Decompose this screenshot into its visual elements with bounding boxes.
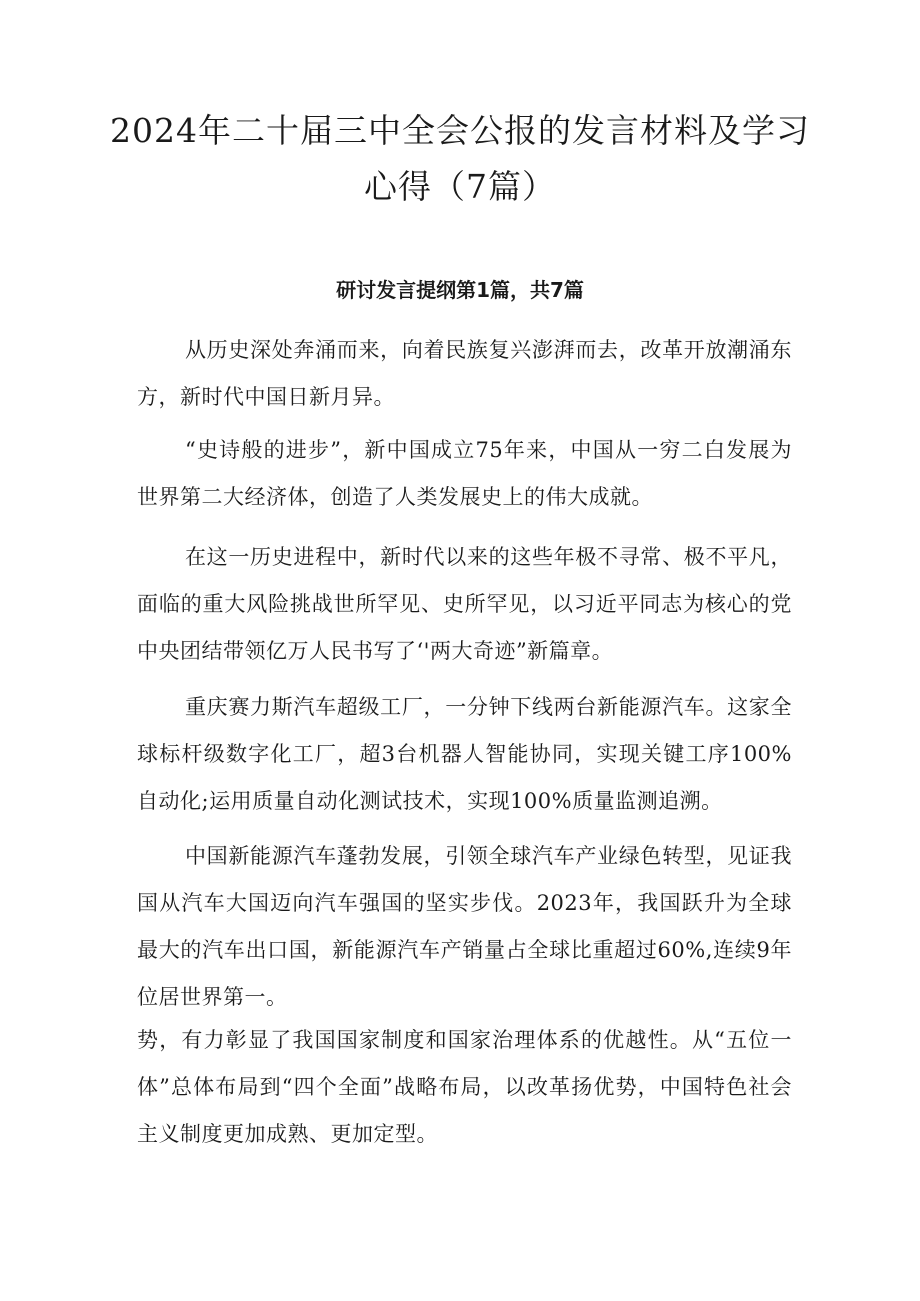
paragraph-2: “史诗般的进步”，新中国成立75年来，中国从一穷二白发展为世界第二大经济体，创造了人类发展史上的伟大成就。 <box>137 438 792 509</box>
paragraph-6: 势，有力彰显了我国国家制度和国家治理体系的优越性。从“五位一体”总体布局到“四个全面”战略布局，以改革扬优势，中国特色社会主义制度更加成熟、更加定型。 <box>137 1028 792 1146</box>
paragraph-5: 中国新能源汽车蓬勃发展，引领全球汽车产业绿色转型，见证我国从汽车大国迈向汽车强国的坚实步伐。2023年，我国跃升为全球最大的汽车出口国，新能源汽车产销量占全球比重超过60%,连续9年位居世界第一。 <box>137 844 792 1009</box>
section-subtitle: 研讨发言提纲第1篇，共7篇 <box>336 278 584 302</box>
paragraph-4: 重庆赛力斯汽车超级工厂，一分钟下线两台新能源汽车。这家全球标杆级数字化工厂，超3台机器人智能协同，实现关键工序100%自动化;运用质量自动化测试技术，实现100%质量监测追溯。 <box>137 695 792 813</box>
document-title: 2024年二十届三中全会公报的发言材料及学习心得（7篇） <box>110 111 810 206</box>
paragraph-3: 在这一历史进程中，新时代以来的这些年极不寻常、极不平凡，面临的重大风险挑战世所罕见、史所罕见，以习近平同志为核心的党中央团结带领亿万人民书写了‘'两大奇迹”新篇章。 <box>137 545 792 663</box>
paragraph-1: 从历史深处奔涌而来，向着民族复兴澎湃而去，改革开放潮涌东方，新时代中国日新月异。 <box>137 338 792 409</box>
